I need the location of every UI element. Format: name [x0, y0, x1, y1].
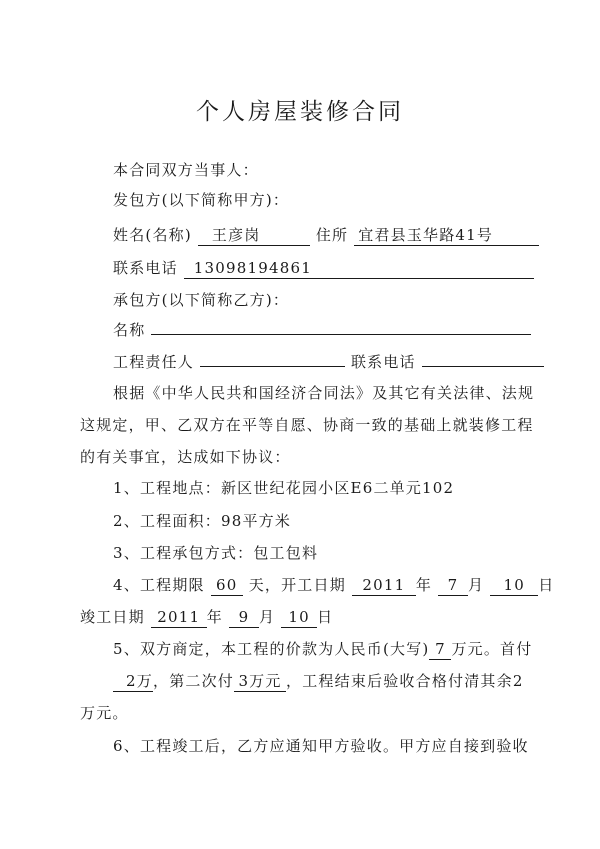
name-label: 姓名(名称)	[113, 226, 192, 244]
price-field[interactable]: 7	[429, 640, 451, 660]
start-month-unit: 月	[468, 576, 485, 594]
start-year-unit: 年	[415, 576, 433, 594]
clause-1-label: 1、工程地点：	[113, 479, 221, 497]
party-b-manager-row	[113, 352, 544, 372]
start-month-field[interactable]: 7	[438, 576, 468, 596]
start-day-unit: 日	[538, 576, 555, 594]
party-a-name-row	[113, 225, 539, 246]
preamble-line-2: 这规定，甲、乙双方在平等自愿、协商一致的基础上就装修工程	[80, 416, 534, 434]
clause-3-value: 包工包料	[253, 544, 319, 562]
period-label: 4、工程期限	[113, 576, 205, 594]
clause-5-text-2: 万元。首付	[451, 640, 533, 658]
party-a-phone-field[interactable]: 13098194861	[184, 259, 534, 279]
manager-label: 工程责任人	[113, 353, 195, 371]
party-b-phone-label: 联系电话	[350, 353, 416, 371]
first-payment-field[interactable]: 2万	[113, 672, 153, 692]
party-b-name-row	[113, 320, 531, 340]
clause-5-text-3: ，第二次付	[153, 672, 235, 690]
end-year-unit: 年	[206, 608, 223, 626]
address-label: 住所	[315, 226, 349, 244]
manager-field[interactable]	[200, 366, 345, 367]
start-year-field[interactable]: 2011	[352, 576, 416, 596]
end-label: 竣工日期	[80, 608, 145, 626]
party-a-name-field[interactable]: 王彦岗	[198, 226, 310, 246]
party-a-heading: 发包方(以下简称甲方)：	[113, 191, 290, 209]
clause-2-value: 98平方米	[220, 512, 292, 530]
period-days-field[interactable]: 60	[211, 576, 243, 596]
preamble-line-1: 根据《中华人民共和国经济合同法》及其它有关法律、法规	[113, 384, 535, 402]
party-a-phone-row	[113, 258, 534, 279]
contract-title: 个人房屋装修合同	[196, 99, 404, 125]
phone-label: 联系电话	[113, 259, 178, 277]
party-b-heading: 承包方(以下简称乙方)：	[113, 291, 290, 309]
end-day-field[interactable]: 10	[281, 608, 317, 628]
start-day-field[interactable]: 10	[490, 576, 538, 596]
end-month-unit: 月	[258, 608, 276, 626]
end-day-unit: 日	[317, 608, 334, 626]
clause-1	[113, 478, 454, 498]
clause-2-label: 2、工程面积：	[113, 512, 221, 530]
clause-4-line-1	[113, 575, 554, 596]
clause-5-line-1	[113, 639, 532, 660]
days-unit: 天，开工日期	[248, 576, 346, 594]
party-b-name-field[interactable]	[151, 334, 531, 335]
clause-1-value: 新区世纪花园小区E6二单元102	[220, 479, 455, 497]
clause-5-line-3: 万元。	[80, 704, 129, 722]
clause-2	[113, 511, 291, 531]
clause-5-text-4: ，工程结束后验收合格付清其余2	[286, 672, 524, 690]
party-b-phone-field[interactable]	[422, 366, 544, 367]
parties-heading: 本合同双方当事人：	[113, 161, 259, 179]
clause-3-label: 3、工程承包方式：	[113, 544, 254, 562]
preamble-line-3: 的有关事宜，达成如下协议：	[80, 448, 291, 466]
clause-3	[113, 543, 318, 563]
end-year-field[interactable]: 2011	[151, 608, 207, 628]
clause-5-text-1: 5、双方商定，本工程的价款为人民币(大写)	[113, 640, 430, 658]
clause-6: 6、工程竣工后，乙方应通知甲方验收。甲方应自接到验收	[113, 737, 529, 755]
clause-4-line-2	[80, 607, 333, 628]
end-month-field[interactable]: 9	[229, 608, 259, 628]
party-a-address-field[interactable]: 宜君县玉华路41号	[354, 226, 539, 246]
second-payment-field[interactable]: 3万元	[234, 672, 286, 692]
clause-5-line-2	[113, 671, 524, 692]
party-b-name-label: 名称	[113, 321, 146, 339]
